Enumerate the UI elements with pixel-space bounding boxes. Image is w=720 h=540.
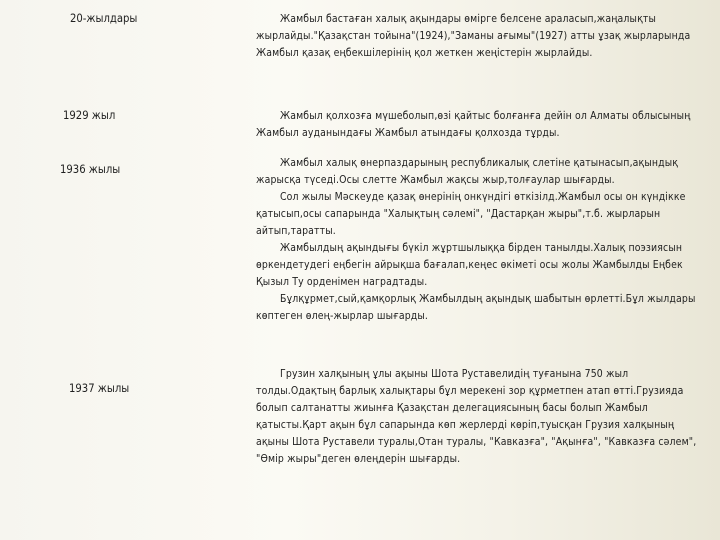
paragraph: Жамбыл қолхозға мүшеболып,өзі қайтыс болғанға дейін ол Алматы облысының Жамбыл ауданындағы Жамбыл атындағы қолхозда тұрды. bbox=[256, 110, 691, 139]
event-description bbox=[256, 11, 706, 62]
year-label: 1929 жыл bbox=[63, 109, 116, 122]
event-description bbox=[256, 155, 706, 325]
paragraph: Жамбыл халық өнерпаздарының республикалық слетіне қатынасып,ақындық жарысқа түседі.Осы слетте Жамбыл жақсы жыр,толғаулар шығарды. bbox=[256, 157, 679, 186]
paragraph: Сол жылы Мәскеуде қазақ өнерінің онкүндігі өткізілд.Жамбыл осы он күндікке қатысып,осы сапарында "Халықтың сәлемі", "Дастарқан жыры",т.б. жырларын айтып,таратты. bbox=[256, 191, 686, 237]
year-label: 20-жылдары bbox=[70, 12, 138, 25]
year-label: 1937 жылы bbox=[69, 382, 130, 395]
year-label: 1936 жылы bbox=[60, 163, 121, 176]
paragraph: Грузин халқының ұлы ақыны Шота Руставелидің туғанына 750 жыл толды.Одақтың барлық халықтары бұл мерекені зор құрметпен атап өтті.Грузияда болып салтанатты жиынға Қазақстан делегациясының басы болып Жамбыл қатысты.Қарт ақын бұл сапарында көп жерлерді көріп,туысқан Грузия халқының ақыны Шота Руставели туралы,Отан туралы, "Кавказға", "Ақынға", "Кавказға сәлем", "Өмір жыры"деген өлеңдерін шығарды. bbox=[256, 368, 697, 465]
event-description bbox=[256, 366, 706, 468]
paragraph: Бұлқұрмет,сый,қамқорлық Жамбылдың ақындық шабытын өрлетті.Бұл жылдары көптеген өлең-жырлар шығарды. bbox=[256, 293, 696, 322]
paragraph: Жамбыл бастаған халық ақындары өмірге белсене араласып,жаңалықты жырлайды."Қазақстан тойына"(1924),"Заманы ағымы"(1927) атты ұзақ жырларында Жамбыл қазақ еңбекшілерінің қол жеткен жеңістерін жырлайды. bbox=[256, 13, 691, 59]
event-description bbox=[256, 108, 706, 142]
paragraph: Жамбылдың ақындығы бүкіл жұртшылыққа бірден танылды.Халық поэзиясын өркендетудегі еңбегін айрықша бағалап,кеңес өкіметі осы жолы Жамбылды Еңбек Қызыл Ту орденімен наградтады. bbox=[256, 242, 683, 288]
